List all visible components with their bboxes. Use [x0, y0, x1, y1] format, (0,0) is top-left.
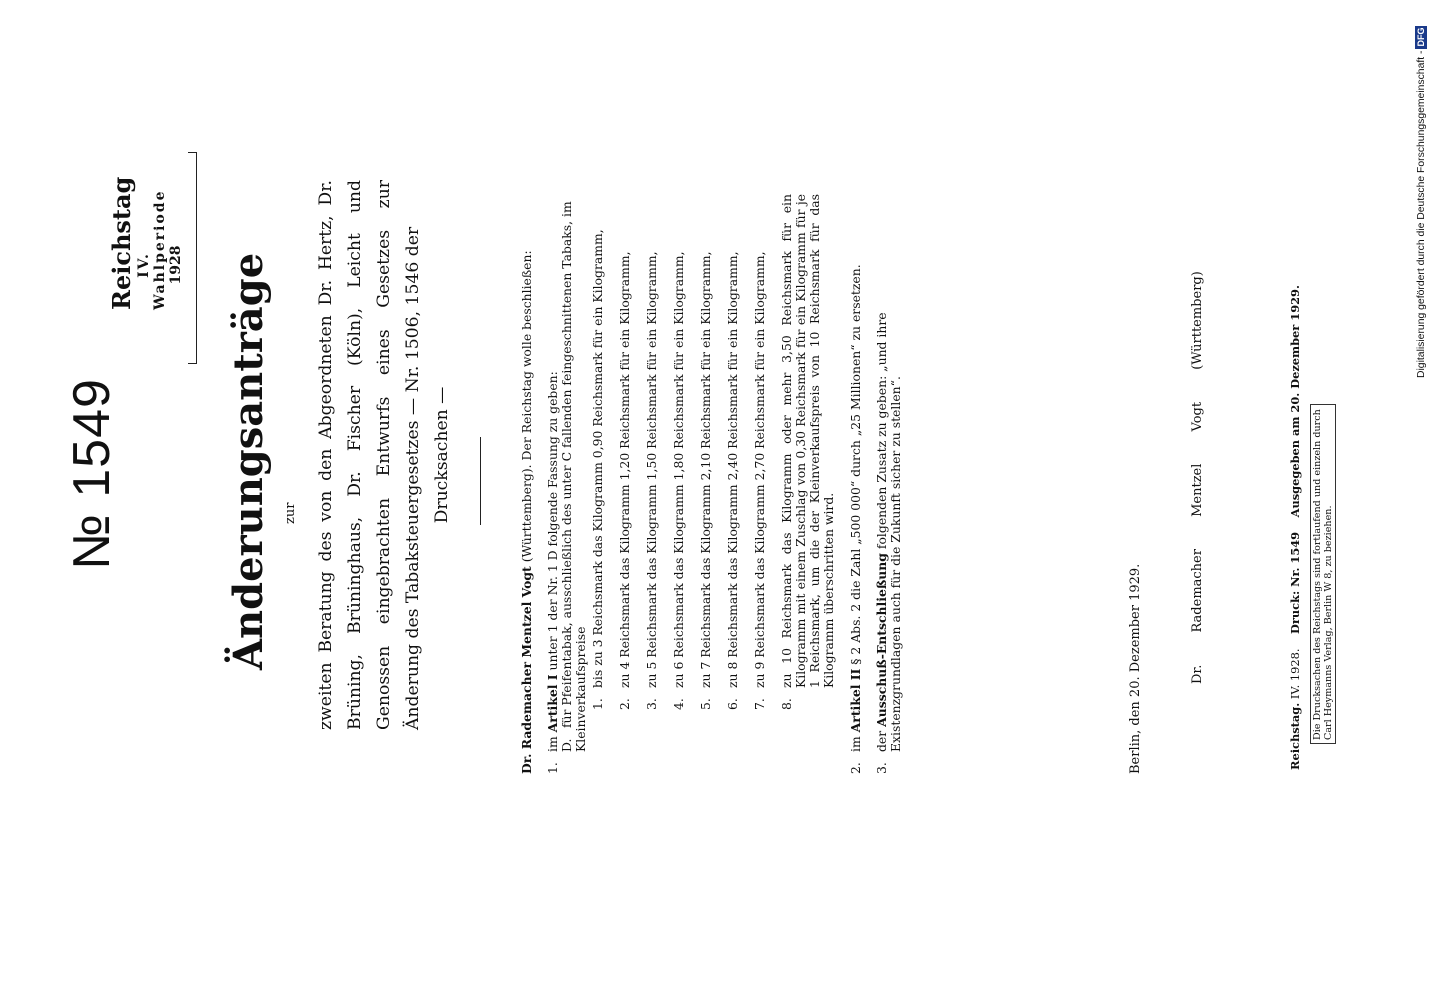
- list-item-text: zu 9 Reichsmark das Kilogramm 2,70 Reichsmark für ein Kilogramm,: [752, 251, 767, 688]
- list-item-text: zu 4 Reichsmark das Kilogramm 1,20 Reichsmark für ein Kilogramm,: [617, 251, 632, 688]
- motion-signers: Dr. Rademacher Mentzel Vogt: [519, 566, 534, 774]
- list-item-number: 6.: [725, 698, 740, 710]
- list-item: [591, 194, 605, 710]
- list-item-number: 3.: [644, 698, 659, 710]
- item-2-number: 2.: [848, 762, 863, 774]
- digitization-text: Digitalisierung gefördert durch die Deutsche Forschungsgemeinschaft -: [1416, 50, 1427, 378]
- list-item-text: zu 10 Reichsmark das Kilogramm oder mehr 3,50 Reichsmark für ein Kilogramm mit einem Zuschlag von 0,30 Reichsmark für ein Kilogramm für je 1 Reichsmark, um die der Kleinverkaufspreis von 10 Reichsmark für das Kilogramm überschritten wird.: [779, 194, 836, 688]
- footer-print: Druck: Nr. 1549: [1288, 531, 1302, 635]
- intro-last-line: Drucksachen —: [432, 386, 452, 524]
- zur-label: zur: [283, 502, 298, 524]
- signatures: Dr. Rademacher Mentzel Vogt (Württemberg): [1190, 271, 1205, 684]
- list-item-text: bis zu 3 Reichsmark das Kilogramm 0,90 Reichsmark für ein Kilogramm,: [590, 229, 605, 688]
- list-item: [753, 194, 767, 710]
- sub-d-label: D.: [559, 738, 574, 752]
- list-item-text: zu 5 Reichsmark das Kilogramm 1,50 Reichsmark für ein Kilogramm,: [644, 251, 659, 688]
- item-2: [849, 194, 863, 774]
- list-item-text: zu 6 Reichsmark das Kilogramm 1,80 Reichsmark für ein Kilogramm,: [671, 251, 686, 688]
- list-item-text: zu 8 Reichsmark das Kilogramm 2,40 Reichsmark für ein Kilogramm,: [725, 251, 740, 688]
- list-item: [726, 194, 740, 710]
- dfg-logo: DFG: [1416, 27, 1426, 47]
- wahlperiode-label: IV. Wahlperiode: [135, 189, 168, 310]
- list-item: [645, 194, 659, 710]
- list-item-number: 1.: [590, 698, 605, 710]
- footer-line: [1288, 285, 1302, 770]
- item-1-article: Artikel I: [545, 674, 560, 733]
- item-3-number: 3.: [874, 762, 889, 774]
- list-item: [672, 194, 686, 710]
- list-item-text: zu 7 Reichsmark das Kilogramm 2,10 Reichsmark für ein Kilogramm,: [698, 251, 713, 688]
- document-number: № 1549: [63, 378, 121, 570]
- tax-rate-list: [591, 194, 836, 710]
- footer-issued: Ausgegeben am 20. Dezember 1929.: [1288, 285, 1302, 518]
- reichstag-header: [107, 176, 184, 310]
- intro-text: zweiten Beratung des von den Abgeordneten Dr. Hertz, Dr. Brüning, Brüninghaus, Dr. Fischer (Köln), Leicht und Genossen eingebrachten Entwurfs eines Gesetzes zur Änderung des Tabaksteuergesetzes — Nr. 1506, 1546 der: [316, 180, 423, 730]
- item-2-pre: im: [848, 736, 863, 752]
- item-1-sub-d: [560, 194, 588, 752]
- list-item: [699, 194, 713, 710]
- header-bracket: [188, 152, 197, 364]
- year-label: 1928: [167, 245, 184, 285]
- footer-period: IV. 1928.: [1288, 648, 1302, 700]
- list-item: [618, 194, 632, 710]
- item-1-number: 1.: [545, 762, 560, 774]
- document-title: Änderungsanträge: [225, 252, 272, 670]
- publisher-note: Die Drucksachen des Reichstags sind fortlaufend und einzeln durch Carl Heymanns Verlag, Berlin W 8, zu beziehen.: [1310, 404, 1336, 744]
- date-line: Berlin, den 20. Dezember 1929.: [1128, 563, 1143, 774]
- separator-rule: [480, 437, 481, 525]
- list-item: [780, 194, 836, 710]
- sub-d-text: für Pfeifentabak, ausschließlich des unter C fallenden feingeschnittenen Tabaks, im Kleinverkaufspreise: [559, 201, 588, 752]
- motion-rest: Der Reichstag wolle beschließen:: [519, 250, 534, 461]
- motion-intro: [520, 194, 534, 774]
- item-1: [546, 194, 836, 774]
- item-2-text: § 2 Abs. 2 die Zahl „500 000“ durch „25 Millionen“ zu ersetzen.: [848, 264, 863, 665]
- motion-body: [520, 194, 903, 774]
- item-3-pre: der: [874, 730, 889, 752]
- list-item-number: 7.: [752, 698, 767, 710]
- item-2-article: Artikel II: [848, 668, 863, 733]
- item-1-text: unter 1 der Nr. 1 D folgende Fassung zu geben:: [545, 371, 560, 671]
- list-item-number: 2.: [617, 698, 632, 710]
- reichstag-label: Reichstag: [107, 176, 136, 310]
- item-3-text: folgenden Zusatz zu geben: „und ihre Existenzgrundlagen auch für die Zukunft sicher zu stellen“.: [874, 312, 903, 752]
- list-item-number: 5.: [698, 698, 713, 710]
- item-1-pre: im: [545, 736, 560, 752]
- item-3-article: Ausschuß-Entschließung: [874, 553, 889, 727]
- motion-place: (Württemberg).: [519, 464, 534, 563]
- intro-paragraph: [312, 180, 457, 730]
- item-3: [875, 194, 903, 774]
- list-item-number: 4.: [671, 698, 686, 710]
- digitization-credit: [1415, 26, 1427, 378]
- footer-body: Reichstag.: [1288, 702, 1302, 770]
- list-item-number: 8.: [779, 698, 794, 710]
